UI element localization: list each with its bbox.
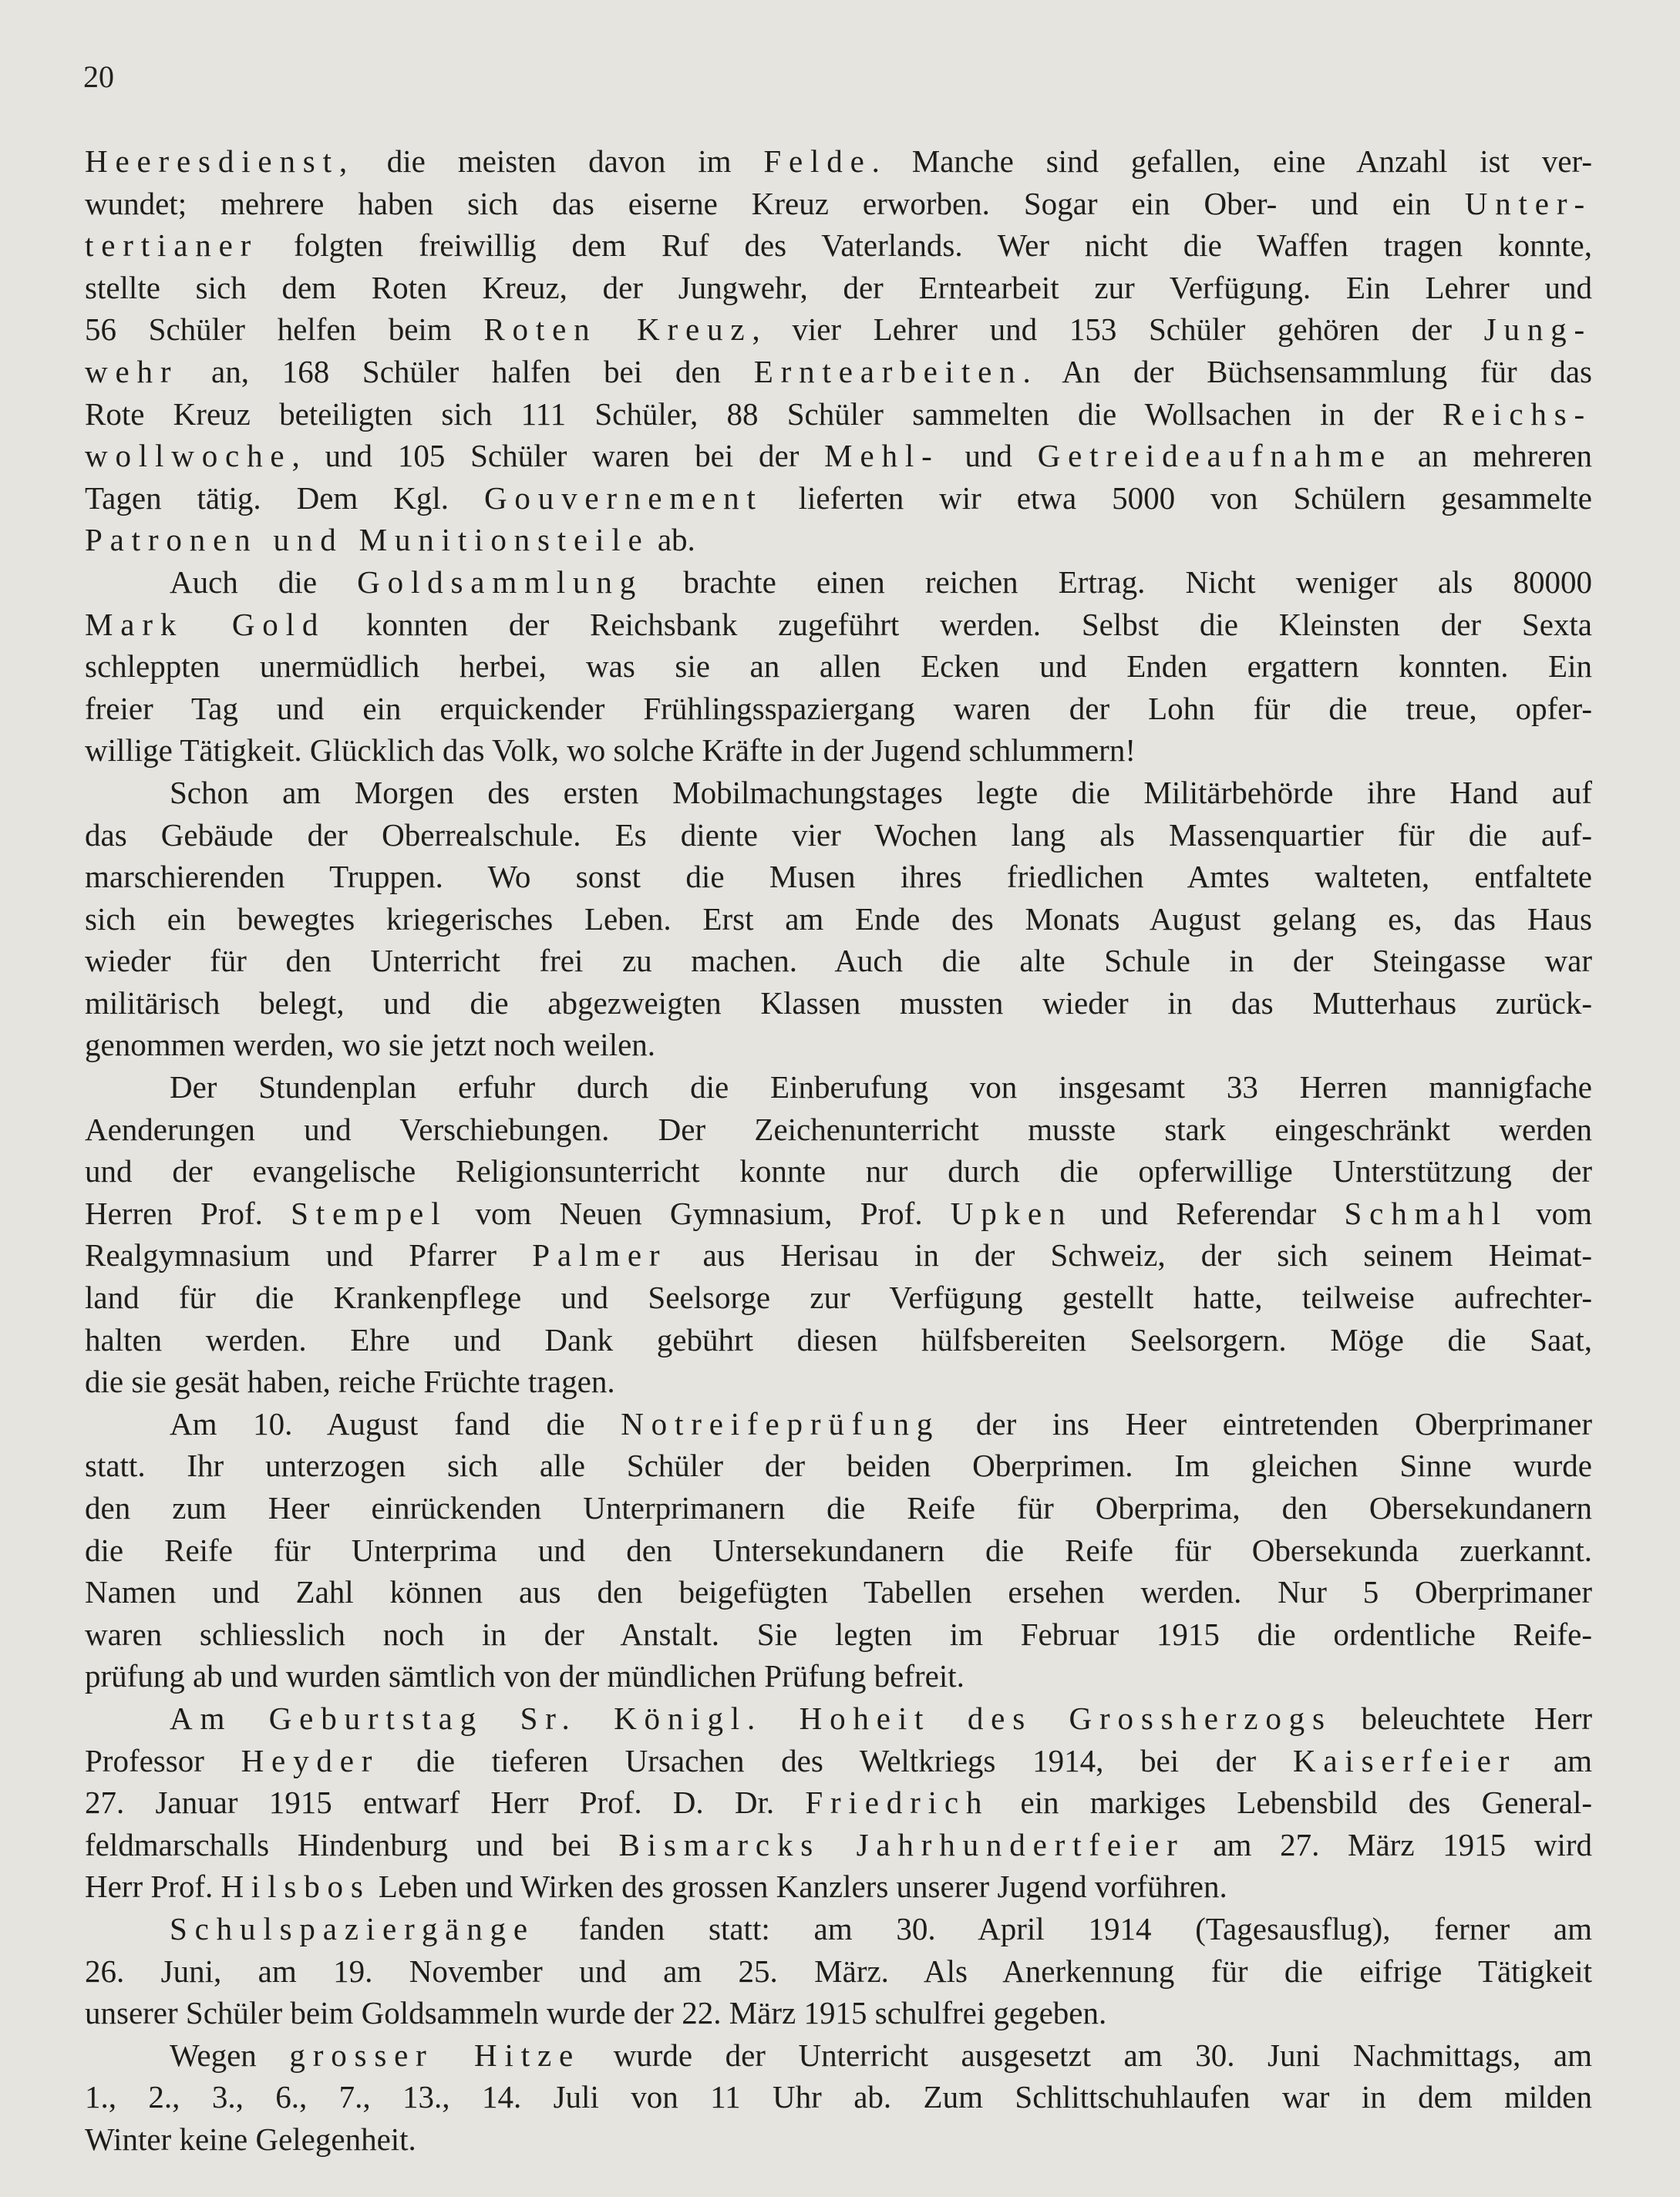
text-line — [85, 1655, 1592, 1697]
text-line — [85, 1697, 1592, 1740]
text-line — [85, 940, 1592, 982]
text-segment: sich ein bewegtes kriegerisches Leben. Erst am Ende des Monats August gelang es, das Haus — [85, 900, 1592, 937]
text-segment: am — [1517, 1742, 1592, 1778]
text-line — [85, 1992, 1592, 2034]
text-segment: Auch die — [170, 564, 358, 600]
text-line — [85, 435, 1592, 477]
text-segment: halten werden. Ehre und Dank gebührt diesen hülfsbereiten Seelsorgern. Möge die Saat, — [85, 1321, 1592, 1358]
text-line — [85, 2034, 1592, 2077]
text-segment: und Referendar — [1072, 1195, 1345, 1231]
text-line — [85, 267, 1592, 309]
text-line — [85, 898, 1592, 940]
text-segment: das Gebäude der Oberrealschule. Es diente vier Wochen lang als Massenquartier für die auf- — [85, 816, 1592, 853]
emphasized-text: tertianer — [85, 227, 259, 264]
text-segment: Professor — [85, 1742, 241, 1778]
text-segment: 1., 2., 3., 6., 7., 13., 14. Juli von 11 Uhr ab. Zum Schlittschuhlaufen war in dem milden — [85, 2079, 1592, 2115]
text-line — [85, 814, 1592, 856]
text-segment: feldmarschalls Hindenburg und bei — [85, 1826, 619, 1862]
text-segment: der ins Heer eintretenden Oberprimaner — [940, 1405, 1592, 1442]
text-segment: Herr Prof. — [85, 1869, 221, 1905]
emphasized-text: wehr — [85, 353, 179, 389]
text-segment: Aenderungen und Verschiebungen. Der Zeichenunterricht musste stark eingeschränkt werden — [85, 1111, 1592, 1147]
text-line — [85, 1361, 1592, 1403]
emphasized-text: Schulspaziergänge — [170, 1910, 535, 1946]
text-line — [85, 2076, 1592, 2118]
emphasized-text: Patronen und Munitionsteile — [85, 522, 650, 558]
emphasized-text: Heyder — [241, 1742, 380, 1778]
text-segment: 27. Januar 1915 entwarf Herr Prof. D. Dr. — [85, 1785, 806, 1821]
text-line — [85, 519, 1592, 561]
text-line — [85, 604, 1592, 646]
text-segment: aus Herisau in der Schweiz, der sich seinem Heimat- — [667, 1237, 1592, 1273]
text-line — [85, 1908, 1592, 1950]
emphasized-text: Getreideaufnahme — [1037, 438, 1392, 474]
text-line — [85, 561, 1592, 604]
emphasized-text: Notreifeprüfung — [621, 1405, 941, 1442]
text-segment: Realgymnasium und Pfarrer — [85, 1237, 533, 1273]
text-line — [85, 1024, 1592, 1066]
emphasized-text: Upken — [950, 1195, 1073, 1231]
text-line — [85, 1571, 1592, 1613]
text-segment: genommen werden, wo sie jetzt noch weilen. — [85, 1027, 656, 1063]
emphasized-text: Erntearbeiten — [753, 353, 1023, 389]
text-segment: den zum Heer einrückenden Unterprimanern die Reife für Oberprima, den Obersekundanern — [85, 1490, 1592, 1526]
text-segment: die tieferen Ursachen des Weltkriegs 1914, bei der — [379, 1742, 1293, 1778]
emphasized-text: Hilsbos — [221, 1869, 371, 1905]
text-line — [85, 1487, 1592, 1529]
text-segment: freier Tag und ein erquickender Frühlingsspaziergang waren der Lohn für die treue, opfer- — [85, 690, 1592, 726]
text-segment: Wegen — [170, 2037, 290, 2073]
text-line — [85, 1109, 1592, 1151]
body-text — [85, 140, 1592, 2161]
text-segment: wundet; mehrere haben sich das eiserne Kreuz erworben. Sogar ein Ober- und ein — [85, 185, 1465, 221]
text-segment: und — [939, 438, 1038, 474]
emphasized-text: Stempel — [291, 1195, 448, 1231]
emphasized-text: Am Geburtstag Sr. Königl. Hoheit des Grossherzogs — [170, 1700, 1332, 1736]
text-segment: waren schliesslich noch in der Anstalt. Sie legten im Februar 1915 die ordentliche Reife- — [85, 1616, 1592, 1652]
text-line — [85, 982, 1592, 1024]
text-line — [85, 1824, 1592, 1866]
text-line — [85, 772, 1592, 814]
text-segment: Winter keine Gelegenheit. — [85, 2121, 416, 2157]
text-line — [85, 1950, 1592, 1993]
text-segment: ein markiges Lebensbild des General- — [989, 1785, 1592, 1821]
emphasized-text: Goldsammlung — [357, 564, 644, 600]
text-line — [85, 1781, 1592, 1824]
emphasized-text: Unter- — [1464, 185, 1592, 221]
text-segment: unserer Schüler beim Goldsammeln wurde der 22. März 1915 schulfrei gegeben. — [85, 1995, 1107, 2031]
text-segment: 26. Juni, am 19. November und am 25. März. Als Anerkennung für die eifrige Tätigkeit — [85, 1953, 1592, 1989]
text-line — [85, 140, 1592, 183]
emphasized-text: Roten Kreuz — [483, 311, 752, 348]
emphasized-text: Bismarcks Jahrhundertfeier — [618, 1826, 1185, 1862]
text-line — [85, 1277, 1592, 1319]
text-line — [85, 1150, 1592, 1193]
text-line — [85, 645, 1592, 688]
emphasized-text: Felde — [763, 143, 872, 179]
text-segment: , und 105 Schüler waren bei der — [291, 438, 825, 474]
text-segment: Tagen tätig. Dem Kgl. — [85, 479, 484, 516]
text-segment: willige Tätigkeit. Glücklich das Volk, wo solche Kräfte in der Jugend schlummern! — [85, 732, 1136, 769]
text-segment: , vier Lehrer und 153 Schüler gehören der — [752, 311, 1484, 348]
text-line — [85, 183, 1592, 225]
text-line — [85, 729, 1592, 772]
text-segment: folgten freiwillig dem Ruf des Vaterlands. Wer nicht die Waffen tragen konnte, — [258, 227, 1592, 264]
text-line — [85, 351, 1592, 393]
text-segment: stellte sich dem Roten Kreuz, der Jungwehr, der Erntearbeit zur Verfügung. Ein Lehrer und — [85, 269, 1592, 305]
text-segment: die meisten davon im — [354, 143, 764, 179]
emphasized-text: Mehl- — [824, 438, 940, 474]
text-segment: konnten der Reichsbank zugeführt werden. Selbst die Kleinsten der Sexta — [325, 606, 1592, 642]
text-segment: Schon am Morgen des ersten Mobilmachungstages legte die Militärbehörde ihre Hand auf — [170, 774, 1592, 810]
text-segment: wurde der Unterricht ausgesetzt am 30. Juni Nachmittags, am — [581, 2037, 1592, 2073]
text-segment: Am 10. August fand die — [170, 1405, 621, 1442]
text-segment: an mehreren — [1392, 438, 1592, 474]
text-segment: land für die Krankenpflege und Seelsorge zur Verfügung gestellt hatte, teilweise aufrechter- — [85, 1280, 1592, 1316]
text-segment: vom — [1507, 1195, 1592, 1231]
text-line — [85, 393, 1592, 436]
text-line — [85, 1193, 1592, 1235]
text-line — [85, 1445, 1592, 1487]
page-number: 20 — [83, 59, 114, 94]
text-segment: 56 Schüler helfen beim — [85, 311, 484, 348]
text-line — [85, 1234, 1592, 1277]
text-line — [85, 688, 1592, 730]
emphasized-text: Schmahl — [1344, 1195, 1508, 1231]
text-line — [85, 1613, 1592, 1656]
text-segment: . Manche sind gefallen, eine Anzahl ist ver- — [871, 143, 1592, 179]
text-segment: Herren Prof. — [85, 1195, 291, 1231]
text-segment: vom Neuen Gymnasium, Prof. — [447, 1195, 951, 1231]
text-segment: wieder für den Unterricht frei zu machen. Auch die alte Schule in der Steingasse war — [85, 943, 1592, 979]
text-segment: Der Stundenplan erfuhr durch die Einberufung von insgesamt 33 Herren mannigfache — [170, 1069, 1592, 1105]
text-line — [85, 1740, 1592, 1782]
text-segment: die sie gesät haben, reiche Früchte tragen. — [85, 1364, 615, 1400]
text-segment: Namen und Zahl können aus den beigefügten Tabellen ersehen werden. Nur 5 Oberprimaner — [85, 1574, 1592, 1610]
text-segment: . An der Büchsensammlung für das — [1022, 353, 1592, 389]
emphasized-text: Gouvernement — [483, 479, 763, 516]
text-segment: die Reife für Unterprima und den Untersekundanern die Reife für Obersekunda zuerkannt. — [85, 1532, 1592, 1568]
text-segment: am 27. März 1915 wird — [1184, 1826, 1592, 1862]
text-line — [85, 1066, 1592, 1109]
text-segment: fanden statt: am 30. April 1914 (Tagesausflug), ferner am — [534, 1910, 1592, 1946]
text-segment: an, 168 Schüler halfen bei den — [178, 353, 754, 389]
emphasized-text: Friedrich — [805, 1785, 990, 1821]
text-segment: beleuchtete Herr — [1332, 1700, 1592, 1736]
text-line — [85, 2118, 1592, 2161]
emphasized-text: Kaiserfeier — [1292, 1742, 1517, 1778]
text-segment: und der evangelische Religionsunterricht konnte nur durch die opferwillige Unterstützung der — [85, 1153, 1592, 1189]
emphasized-text: Jung- — [1483, 311, 1592, 348]
text-segment: statt. Ihr unterzogen sich alle Schüler der beiden Oberprimen. Im gleichen Sinne wurde — [85, 1448, 1592, 1484]
text-line — [85, 1866, 1592, 1908]
emphasized-text: Heeresdienst, — [85, 143, 355, 179]
text-line — [85, 308, 1592, 351]
text-line — [85, 1529, 1592, 1572]
text-line — [85, 477, 1592, 520]
text-line — [85, 224, 1592, 267]
text-line — [85, 856, 1592, 898]
text-segment: brachte einen reichen Ertrag. Nicht weniger als 80000 — [643, 564, 1592, 600]
text-line — [85, 1403, 1592, 1445]
text-segment: militärisch belegt, und die abgezweigten Klassen mussten wieder in das Mutterhaus zurück- — [85, 984, 1592, 1021]
text-segment: marschierenden Truppen. Wo sonst die Musen ihres friedlichen Amtes walteten, entfaltete — [85, 859, 1592, 895]
text-segment: lieferten wir etwa 5000 von Schülern gesammelte — [763, 479, 1592, 516]
emphasized-text: grosser Hitze — [289, 2037, 581, 2073]
emphasized-text: Reichs- — [1442, 395, 1592, 432]
text-segment: Rote Kreuz beteiligten sich 111 Schüler, 88 Schüler sammelten die Wollsachen in der — [85, 395, 1443, 432]
text-segment: schleppten unermüdlich herbei, was sie an allen Ecken und Enden ergattern konnten. Ein — [85, 648, 1592, 685]
emphasized-text: Mark Gold — [85, 606, 326, 642]
text-line — [85, 1319, 1592, 1361]
emphasized-text: Palmer — [532, 1237, 668, 1273]
emphasized-text: wollwoche — [85, 438, 292, 474]
text-segment: Leben und Wirken des grossen Kanzlers unserer Jugend vorführen. — [370, 1869, 1227, 1905]
text-segment: ab. — [649, 522, 695, 558]
text-segment: prüfung ab und wurden sämtlich von der mündlichen Prüfung befreit. — [85, 1658, 965, 1694]
